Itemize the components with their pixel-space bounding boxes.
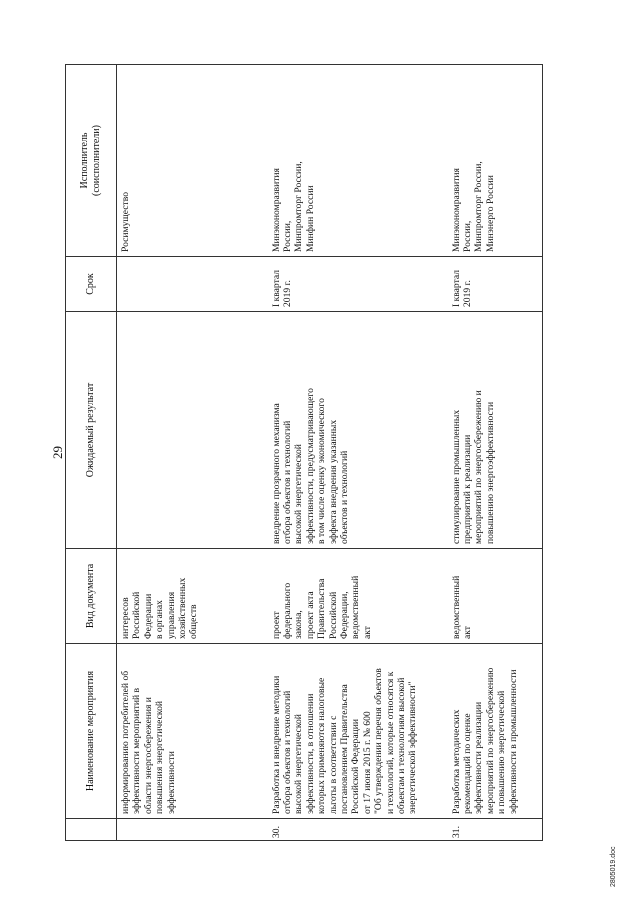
row-number [117,819,253,841]
executor: Минэкономразвития России, Минпромторг России, Минфин России [253,65,433,257]
header-num [66,819,117,841]
expected-result [117,312,253,549]
document-file-code: 2805019.doc [610,846,617,887]
executor: Росимущество [117,65,253,257]
header-result: Ожидаемый результат [66,312,117,549]
measures-table [65,64,543,841]
header-executor: Исполнитель (соисполнители) [66,65,117,257]
deadline: I квартал 2019 г. [253,257,433,312]
document-type: интересов Российской Федерации в органах управления хозяйственных обществ [117,549,253,644]
header-doc: Вид документа [66,549,117,644]
table-row [433,65,543,841]
table-header-row [66,65,117,841]
row-number: 30. [253,819,433,841]
executor: Минэкономразвития России, Минпромторг России, Минэнерго России [433,65,543,257]
table-row [253,65,433,841]
expected-result: стимулирование промышленных предприятий к реализации мероприятий по энергосбережению и повышению энергоэффективности [433,312,543,549]
measure-name: Разработка методических рекомендаций по оценке эффективности реализации мероприятий по энергосбережению и повышению энергетической эффективности в промышленности [433,644,543,819]
page-number: 29 [50,446,65,459]
measure-name: Разработка и внедрение методики отбора объектов и технологий высокой энергетической эффективности, в отношении которых применяются налоговые льготы в соответствии с постановлением Правительства Российской Федерации от 17 июня 2015 г. № 600 "Об утверждении перечня объектов и технологий, которые относятся к объектам и технологиям высокой энергетической эффективности" [253,644,433,819]
expected-result: внедрение прозрачного механизма отбора объектов и технологий высокой энергетической эффективности, предусматривающего в том числе оценку экономического эффекта внедрения указанных объектов и технологий [253,312,433,549]
deadline [117,257,253,312]
deadline: I квартал 2019 г. [433,257,543,312]
table-row [117,65,253,841]
header-name: Наименование мероприятия [66,644,117,819]
document-type: ведомственный акт [433,549,543,644]
measure-name: информированию потребителей об эффективности мероприятий в области энергосбережения и повышения энергетической эффективности [117,644,253,819]
header-term: Срок [66,257,117,312]
row-number: 31. [433,819,543,841]
document-type: проект федерального закона, проект акта Правительства Российской Федерации, ведомственный акт [253,549,433,644]
